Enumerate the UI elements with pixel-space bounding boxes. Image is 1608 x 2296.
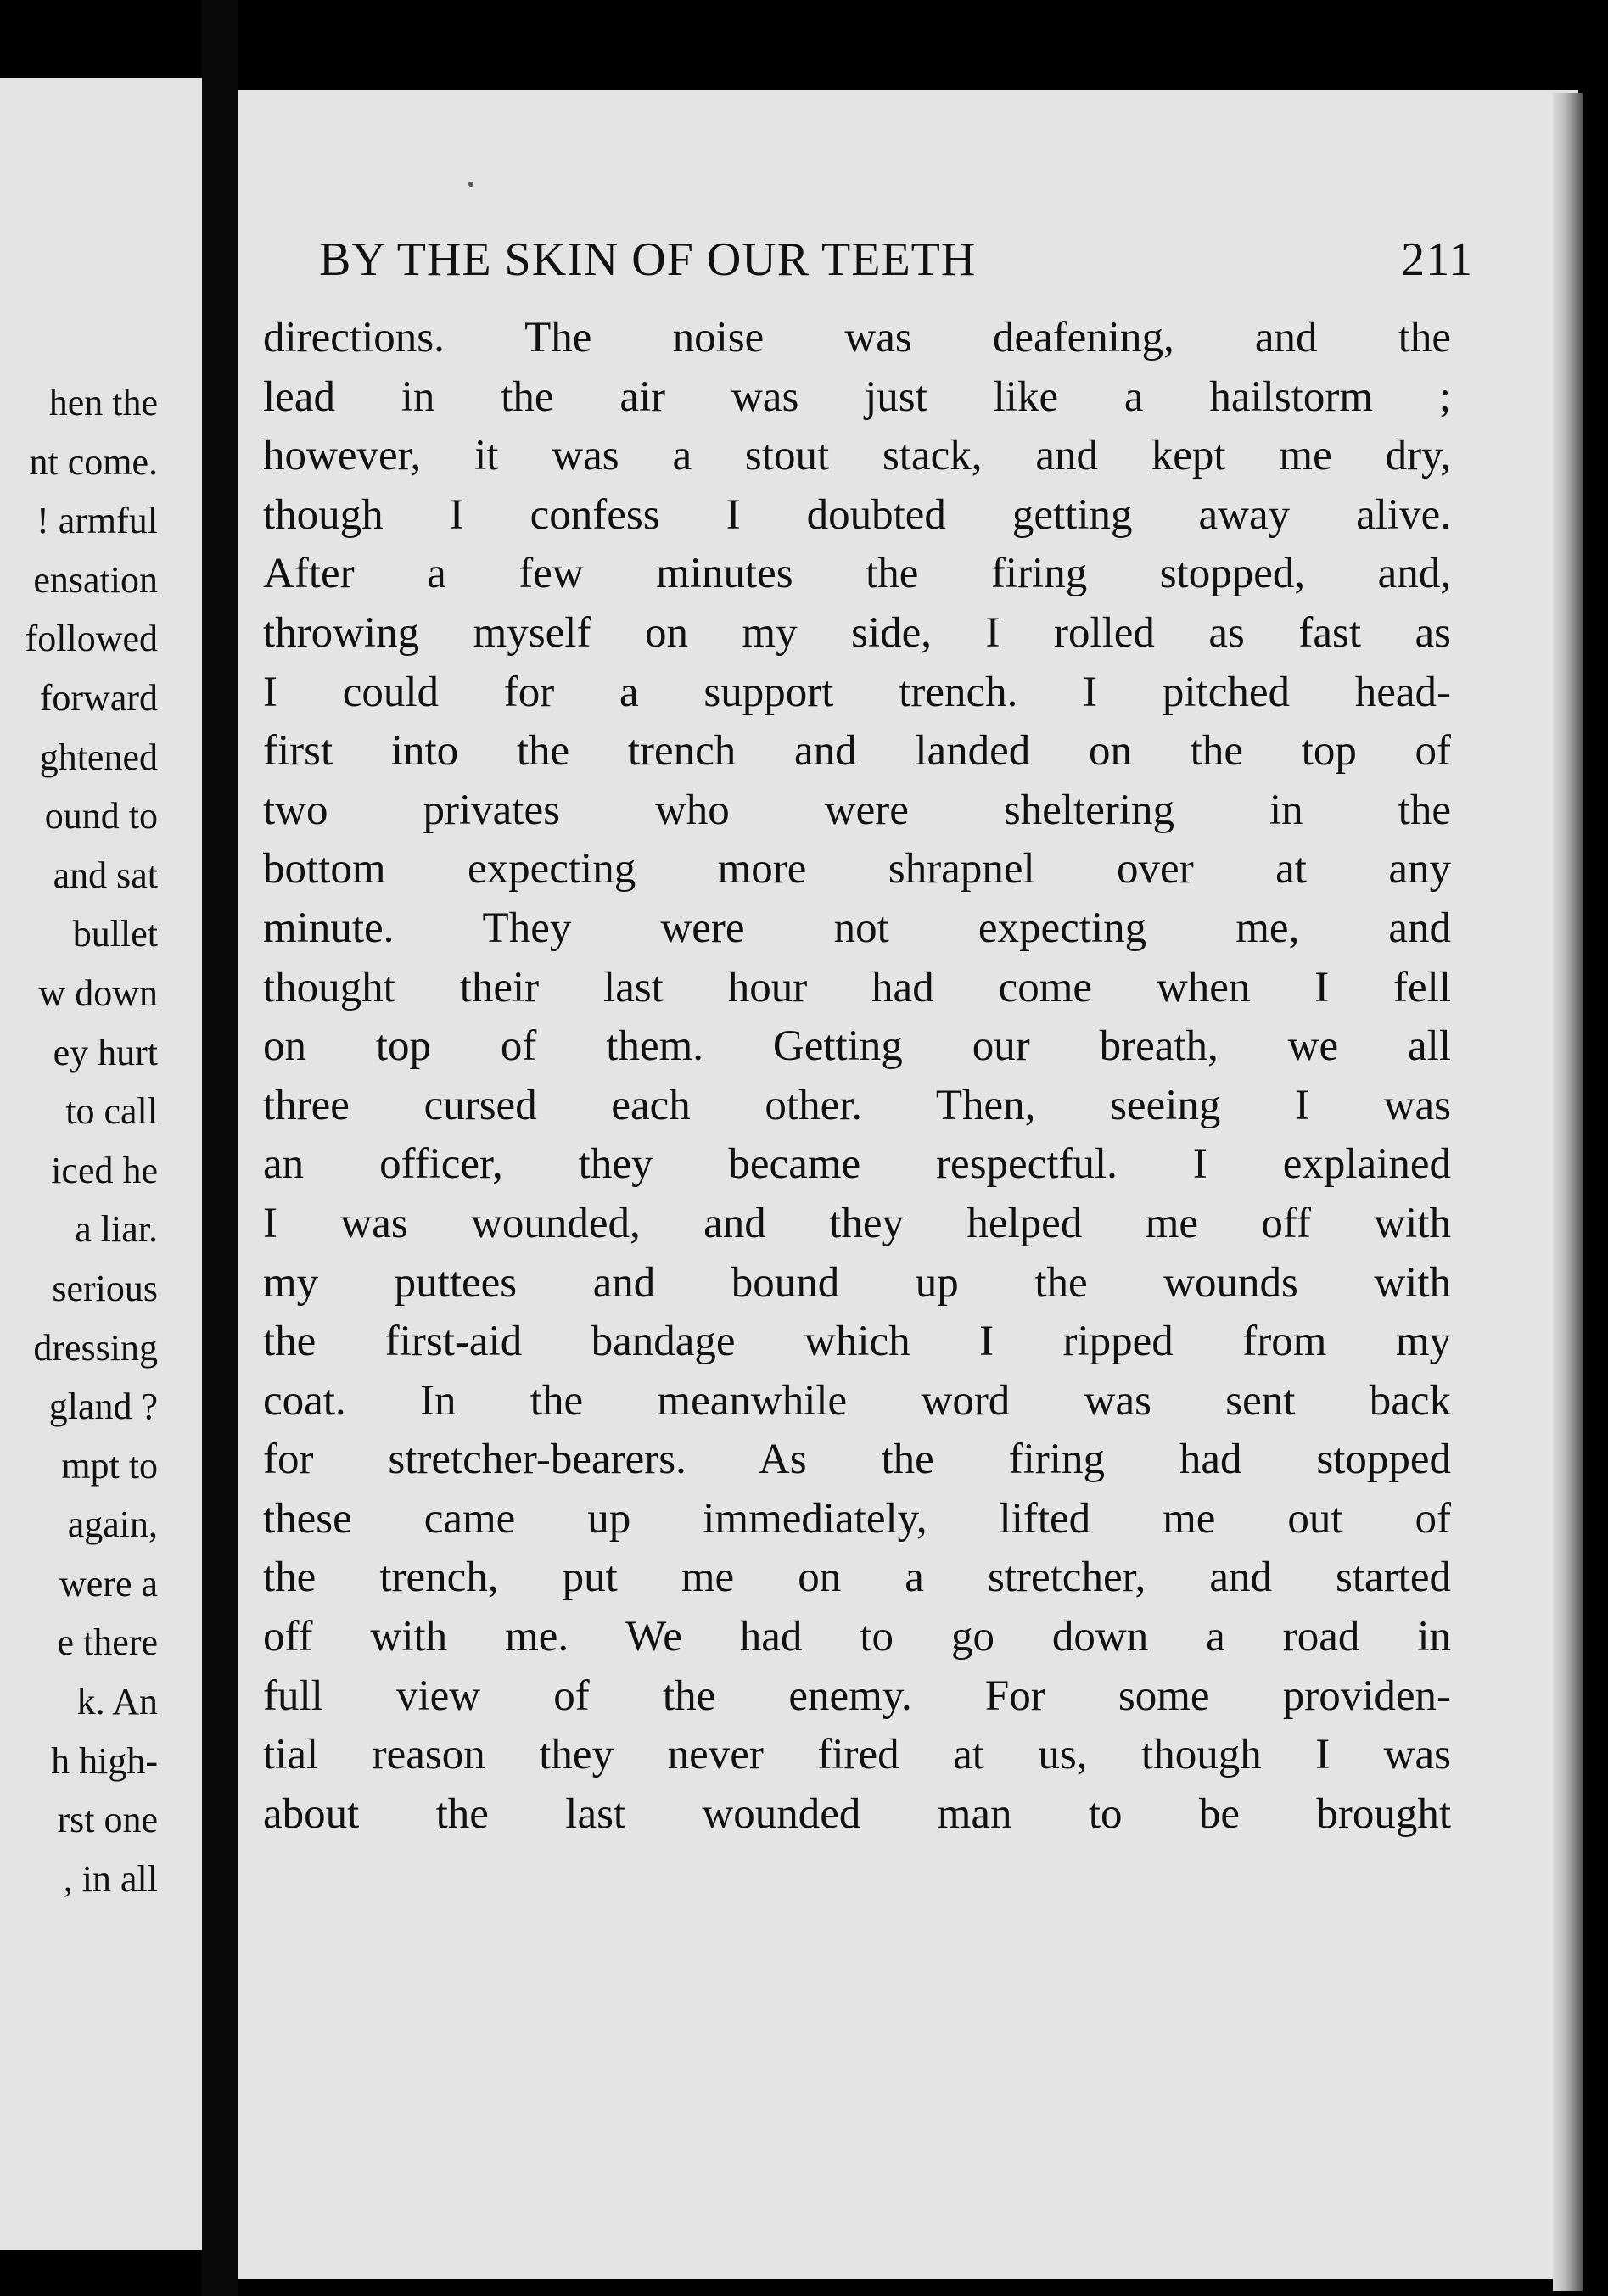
text-line: on top of them. Getting our breath, we all [263, 1022, 1451, 1071]
page-number: 211 [1401, 233, 1473, 286]
left-line: , in all [63, 1857, 158, 1900]
left-line: k. An [76, 1681, 158, 1723]
body-text [263, 309, 1451, 1844]
left-line: followed [25, 618, 158, 660]
left-line: gland ? [48, 1386, 158, 1428]
left-line: bullet [72, 913, 158, 955]
left-line: to call [65, 1090, 158, 1133]
right-page [238, 90, 1578, 2279]
text-line: I could for a support trench. I pitched head- [263, 668, 1451, 716]
left-line: rst one [57, 1799, 158, 1841]
text-line: full view of the enemy. For some providen- [263, 1672, 1451, 1720]
left-line: nt come. [29, 440, 158, 483]
left-line: w down [38, 972, 158, 1014]
text-line: coat. In the meanwhile word was sent back [263, 1376, 1451, 1425]
left-line: e there [57, 1621, 158, 1664]
left-line: ey hurt [53, 1031, 158, 1073]
book-gutter [202, 0, 238, 2296]
left-line: mpt to [61, 1444, 158, 1487]
left-line: forward [39, 676, 158, 719]
left-line: h high- [51, 1739, 158, 1782]
left-line: serious [52, 1267, 158, 1309]
text-line: two privates who were sheltering in the [263, 786, 1451, 834]
text-line: three cursed each other. Then, seeing I was [263, 1081, 1451, 1129]
left-line: ound to [44, 795, 158, 837]
text-line: the first-aid bandage which I ripped from my [263, 1318, 1451, 1366]
left-page [0, 78, 202, 2250]
text-line: thought their last hour had come when I fell [263, 963, 1451, 1011]
text-line: off with me. We had to go down a road in [263, 1613, 1451, 1661]
left-page-text [25, 373, 158, 1908]
text-line: lead in the air was just like a hailstorm ; [263, 372, 1451, 421]
text-line: After a few minutes the firing stopped, and, [263, 550, 1451, 598]
left-line: dressing [33, 1326, 158, 1369]
text-line: these came up immediately, lifted me out of [263, 1494, 1451, 1543]
text-line: minute. They were not expecting me, and [263, 904, 1451, 952]
text-line: throwing myself on my side, I rolled as fast as [263, 608, 1451, 657]
text-line: I was wounded, and they helped me off with [263, 1199, 1451, 1247]
paper-speck [468, 182, 473, 187]
left-line: ! armful [36, 500, 158, 542]
left-line: ghtened [39, 736, 158, 778]
text-line: though I confess I doubted getting away alive. [263, 490, 1451, 539]
text-line: about the last wounded man to be brought [263, 1789, 1451, 1838]
text-line: however, it was a stout stack, and kept me dry, [263, 432, 1451, 480]
text-line: my puttees and bound up the wounds with [263, 1258, 1451, 1307]
left-line: iced he [51, 1149, 158, 1191]
running-head-title: BY THE SKIN OF OUR TEETH [319, 233, 977, 286]
text-line: directions. The noise was deafening, and the [263, 314, 1451, 361]
text-line: the trench, put me on a stretcher, and started [263, 1554, 1451, 1602]
text-line: tial reason they never fired at us, though I was [263, 1731, 1451, 1779]
left-line: a liar. [75, 1208, 158, 1251]
text-line: for stretcher-bearers. As the firing had stopped [263, 1436, 1451, 1484]
left-line: were a [59, 1562, 158, 1604]
text-line: bottom expecting more shrapnel over at any [263, 845, 1451, 893]
left-line: and sat [53, 854, 158, 896]
left-line: ensation [33, 558, 158, 601]
text-line: an officer, they became respectful. I explained [263, 1140, 1451, 1189]
left-line: hen the [48, 382, 158, 423]
text-line: first into the trench and landed on the top of [263, 727, 1451, 776]
page-edge-shadow [1553, 93, 1583, 2291]
left-line: again, [67, 1504, 158, 1546]
